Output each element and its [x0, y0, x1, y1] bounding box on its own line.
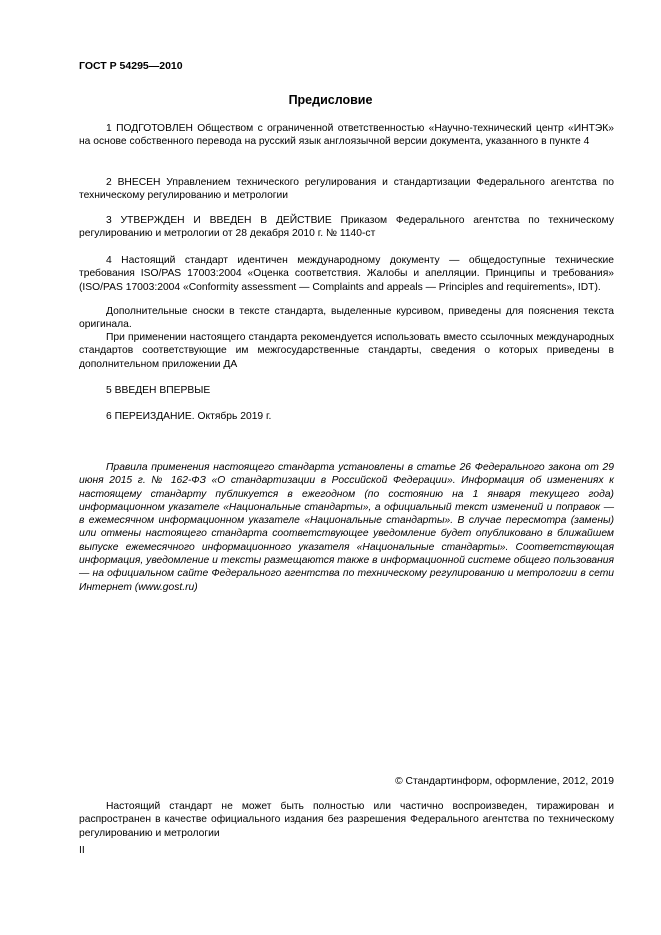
page-number: II — [79, 845, 85, 856]
paragraph-1: 1 ПОДГОТОВЛЕН Обществом с ограниченной ответственностью «Научно-технический центр «ИНТЭК» на основе собственного перевода на русский язык англоязычной версии документа, указанного в пункте 4 — [79, 123, 614, 148]
paragraph-3: 3 УТВЕРЖДЕН И ВВЕДЕН В ДЕЙСТВИЕ Приказом Федерального агентства по техническому регулированию и метрологии от 28 декабря 2010 г. № 1140-ст — [79, 215, 614, 240]
document-code: ГОСТ Р 54295—2010 — [79, 60, 183, 72]
page-title: Предисловие — [288, 93, 373, 107]
paragraph-4: 4 Настоящий стандарт идентичен международному документу — общедоступные технические требования ISO/PAS 17003:2004 «Оценка соответствия. Жалобы и апелляции. Принципы и требования» (ISO/PAS 17003:2004 «Conformity assessment — Complaints and appeals — Principles and requirements», IDT). — [79, 255, 614, 293]
copyright-line: © Стандартинформ, оформление, 2012, 2019 — [395, 776, 614, 787]
paragraph-reference-standards: При применении настоящего стандарта рекомендуется использовать вместо ссылочных международных стандартов соответствующие им межгосударственные стандарты, сведения о которых приведены в дополнительном приложении ДА — [79, 332, 614, 370]
rules-note: Правила применения настоящего стандарта установлены в статье 26 Федерального закона от 29 июня 2015 г. № 162-ФЗ «О стандартизации в Российской Федерации». Информация об изменениях к настоящему стандарту публикуется в ежегодном (по состоянию на 1 января текущего года) информационном указателе «Национальные стандарты», а официальный текст изменений и поправок — в ежемесячном информационном указателе «Национальные стандарты». В случае пересмотра (замены) или отмены настоящего стандарта соответствующее уведомление будет опубликовано в ближайшем выпуске ежемесячного информационного указателя «Национальные стандарты». Соответствующая информация, уведомление и тексты размещаются также в информационной системе общего пользования — на официальном сайте Федерального агентства по техническому регулированию и метрологии в сети Интернет (www.gost.ru) — [79, 462, 614, 593]
reproduction-note: Настоящий стандарт не может быть полностью или частично воспроизведен, тиражирован и распространен в качестве официального издания без разрешения Федерального агентства по техническому регулированию и метрологии — [79, 801, 614, 839]
paragraph-2: 2 ВНЕСЕН Управлением технического регулирования и стандартизации Федерального агентства по техническому регулированию и метрологии — [79, 177, 614, 202]
paragraph-footnote-info: Дополнительные сноски в тексте стандарта, выделенные курсивом, приведены для пояснения текста оригинала. — [79, 306, 614, 331]
paragraph-5: 5 ВВЕДЕН ВПЕРВЫЕ — [106, 385, 211, 396]
paragraph-6: 6 ПЕРЕИЗДАНИЕ. Октябрь 2019 г. — [106, 411, 272, 422]
